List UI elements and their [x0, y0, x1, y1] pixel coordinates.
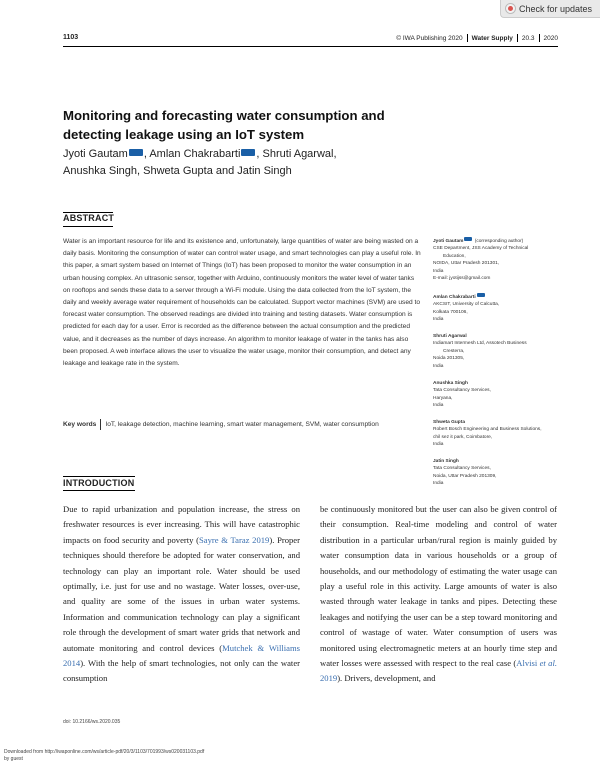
affiliation-role: (corresponding author): [474, 239, 524, 244]
affiliation-line: Education,: [443, 253, 466, 259]
body-text: ). Drivers, development, and: [337, 673, 436, 684]
iwa-member-icon: [477, 293, 485, 297]
affiliation-line: India: [433, 268, 444, 274]
introduction-rule-top: [63, 476, 135, 477]
journal-header: [396, 34, 558, 42]
affiliation-name: Jatin Singh: [433, 459, 459, 464]
affiliation-name: Jyoti Gautam: [433, 239, 464, 244]
keywords-value: IoT, leakage detection, machine learning, smart water management, SVM, water consumption: [100, 419, 378, 430]
author-list: Jyoti Gautam , Amlan Chakrabarti , Shruti Agarwal, Anushka Singh, Shweta Gupta and Jatin Singh: [63, 148, 337, 177]
affiliation-line: Tata Consultancy Services,: [433, 466, 491, 472]
affiliation-line: NOIDA, Uttar Pradesh 201301,: [433, 261, 500, 267]
iwa-member-icon: [241, 149, 255, 156]
affiliation-name: Anushka Singh: [433, 381, 468, 386]
affiliation-block: [433, 293, 563, 324]
header-rule: [63, 46, 558, 47]
affiliation-name: Shruti Agarwal: [433, 334, 467, 339]
author-name[interactable]: Amlan Chakrabarti: [149, 148, 241, 160]
introduction-column-left: [63, 502, 300, 687]
body-text: ). With the help of smart technologies, not only can the water consumption: [63, 658, 300, 684]
author-name[interactable]: Jyoti Gautam: [63, 148, 128, 160]
abstract-rule: [63, 226, 113, 227]
introduction-rule: [63, 490, 135, 491]
affiliation-line: Haryana,: [433, 395, 453, 401]
affiliation-line: Indiamart Intermesh Ltd, Assotech Business: [433, 341, 527, 347]
doi-text: doi: 10.2166/ws.2020.035: [63, 719, 121, 725]
affiliation-line: Noida, Uttar Pradesh 201309,: [433, 473, 497, 479]
iwa-member-icon: [464, 237, 472, 241]
affiliation-line: chil sez it park, Coimbatore,: [433, 434, 493, 440]
affiliation-block: [433, 458, 563, 488]
introduction-heading: INTRODUCTION: [63, 478, 135, 488]
header-divider: [539, 34, 540, 42]
abstract-heading: ABSTRACT: [63, 213, 115, 223]
affiliation-email[interactable]: E-mail: jyotijss@gmail.com: [433, 276, 491, 282]
affiliation-line: AKCSIT, University of Calcutta,: [433, 302, 500, 308]
affiliation-line: India: [433, 317, 444, 323]
citation-link[interactable]: Sayre & Taraz 2019: [199, 534, 270, 545]
body-text: ). Proper techniques should therefore be adopted for water conservation, and technology can play an important role. Water should be used optimally, i.e. just for use and no wastage. Water losses, over-use, and quality are some of the issues in urban water systems. Information and communication technology can play a significant role through the development of smart water grids that network and automate monitoring and control devices (: [63, 534, 300, 653]
header-divider: [467, 34, 468, 42]
keywords-label: Key words: [63, 421, 97, 428]
footer-line: Downloaded from http://iwaponline.com/ws/article-pdf/20/3/1103/701993/ws020031103.pdf: [4, 749, 205, 755]
affiliation-line: India: [433, 442, 444, 448]
affiliation-line: India: [433, 363, 444, 369]
footer-line: by guest: [4, 755, 23, 762]
affiliation-line: India: [433, 481, 444, 487]
author-name[interactable]: Shruti Agarwal,: [262, 148, 337, 160]
body-text: be continuously monitored but the user can also be given control of their consumption. Real-time modeling and control of water distribution in a particular urban/rural region is mainly guided by water consumption data in various households or a group of households, and our methodology of estimating the water usage can play a useful role in this activity. Large amounts of water is also wasted through water leakage in tanks and pipes. Detecting these leakages and notifying the user can be a step toward monitoring and control of wastage of water. Water consumption of users was monitored using electromagnetic meters at an hourly time step and water losses were assessed with respect to the real case (: [320, 504, 557, 669]
citation-link[interactable]: Alvisi et al. 2019: [320, 658, 557, 684]
affiliation-line: Tata Consultancy Services,: [433, 388, 491, 394]
abstract-text: Water is an important resource for life and its existence and, unfortunately, large quantities of water are being wasted on a daily basis. Monitoring the consumption of water can control water usage, and smart technologies can play a useful role. In this paper, a smart system based on Internet of Things (IoT) has been proposed to monitor the water consumption in an urban housing complex. An ultrasonic sensor, together with Arduino, continuously monitors the water level of water tanks on rooftops and sends these data to a server through a Wi-Fi module. Using the data collected from the IoT system, the daily and weekly average water requirement of households can be calculated. Support vector machines (SVM) are used to forecast water consumption. The observed readings are divided into training and testing datasets. Water consumption is predicted for each day for a user. Error is recorded as the difference between the actual consumption and the predicted value, and it decreases as the number of days increase. An algorithm to monitor leakage of water in the tanks has also been proposed. A web interface allows the user to visualize the water usage, monitor their consumption, and detect any leakage and leakage rate in the system.: [63, 238, 421, 368]
affiliation-name: Amlan Chakrabarti: [433, 295, 476, 300]
download-footer: [4, 749, 204, 762]
header-divider: [517, 34, 518, 42]
affiliation-block: [433, 237, 563, 282]
iwa-member-icon: [129, 149, 143, 156]
body-text: Due to rapid urbanization and population increase, the stress on freshwater resources is ever increasing. This will have catastrophic impacts on food security and poverty (: [63, 504, 300, 545]
introduction-column-right: [320, 502, 557, 687]
crossmark-icon: [505, 3, 516, 14]
affiliation-line: Cresterra,: [443, 348, 465, 354]
affiliation-line: CSE Department, JSS Academy of Technical: [433, 246, 529, 252]
check-for-updates-label: Check for updates: [519, 3, 593, 14]
affiliation-block: [433, 380, 563, 410]
keywords: [63, 419, 421, 430]
page-number: 1103: [63, 34, 79, 41]
citation-link[interactable]: Mutchek & Williams 2014: [63, 642, 300, 669]
paper-title: Monitoring and forecasting water consumption and detecting leakage using an IoT system: [63, 108, 385, 142]
affiliation-line: Noida 201305,: [433, 356, 465, 362]
affiliation-line: Kolkata 700106,: [433, 309, 468, 315]
author-names-line: Anushka Singh, Shweta Gupta and Jatin Singh: [63, 165, 292, 177]
journal-volume: 20.3: [521, 34, 535, 42]
check-for-updates-button[interactable]: [500, 0, 600, 18]
journal-year: 2020: [543, 34, 558, 42]
affiliation-block: [433, 333, 563, 370]
journal-name: Water Supply: [471, 34, 513, 42]
affiliation-line: India: [433, 403, 444, 409]
affiliation-name: Shweta Gupta: [433, 420, 465, 425]
publisher-text: © IWA Publishing 2020: [396, 34, 463, 42]
affiliation-line: Robert Bosch Engineering and Business Solutions,: [433, 427, 542, 433]
affiliation-block: [433, 419, 563, 449]
